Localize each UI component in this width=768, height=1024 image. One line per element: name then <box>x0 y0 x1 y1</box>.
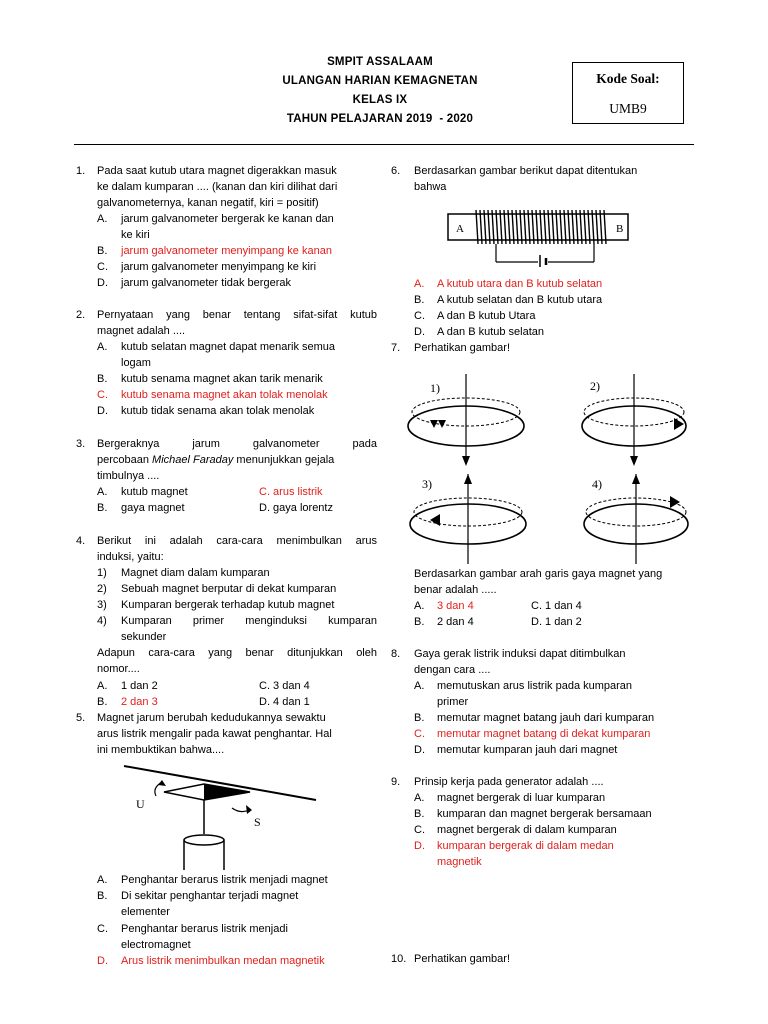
q8-option-d-letter: D. <box>414 744 425 756</box>
q8-option-b: memutar magnet batang jauh dari kumparan <box>437 712 655 724</box>
q3-option-d: D. gaya lorentz <box>259 502 333 514</box>
q7-option-d: D. 1 dan 2 <box>531 616 582 628</box>
q7-prompt-1: Berdasarkan gambar arah garis gaya magnet yang <box>414 568 663 580</box>
stand-top <box>184 835 224 845</box>
q10-text-1: Perhatikan gambar! <box>414 953 510 965</box>
q2-number: 2. <box>76 309 86 321</box>
exam-title: ULANGAN HARIAN KEMAGNETAN <box>282 75 478 87</box>
q2-option-a-cont: logam <box>121 357 151 369</box>
field-panel-2 <box>582 374 686 466</box>
header-divider <box>74 144 694 145</box>
q2-option-a-letter: A. <box>97 341 108 353</box>
q5-option-c: Penghantar berarus listrik menjadi <box>121 923 288 935</box>
q4-item-4-cont: sekunder <box>121 631 167 643</box>
q9-option-b-letter: B. <box>414 808 425 820</box>
q1-option-c-letter: C. <box>97 261 108 273</box>
q3-text-2 <box>97 453 334 468</box>
q6-number: 6. <box>391 165 401 177</box>
q6-option-c-letter: C. <box>414 310 425 322</box>
q5-text-2: arus listrik mengalir pada kawat penghantar. Hal <box>97 728 332 740</box>
field-panel-4 <box>584 474 688 564</box>
q1-option-b-letter: B. <box>97 245 108 257</box>
q9-number: 9. <box>391 776 401 788</box>
q4-text-1: Berikut ini adalah cara-cara menimbulkan arus <box>97 535 377 547</box>
q7-option-a-letter: A. <box>414 600 425 612</box>
q2-option-a: kutub selatan magnet dapat menarik semua <box>121 341 336 353</box>
q4-item-3: Kumparan bergerak terhadap kutub magnet <box>121 599 335 611</box>
q8-text-2: dengan cara .... <box>414 664 491 676</box>
q9-option-d-letter: D. <box>414 840 425 852</box>
pole-label-a: A <box>456 223 464 235</box>
kode-soal-value: UMB9 <box>609 101 647 116</box>
q5-option-d-letter: D. <box>97 955 108 967</box>
school-year: TAHUN PELAJARAN 2019 - 2020 <box>286 113 474 125</box>
field-arrow-2 <box>674 418 684 430</box>
q4-prompt-2: nomor.... <box>97 663 140 675</box>
panel-label-3: 3) <box>422 477 432 491</box>
panel-label-4: 4) <box>592 477 602 491</box>
q4-number: 4. <box>76 535 86 547</box>
q3-number: 3. <box>76 438 86 450</box>
q3-text-2c: menunjukkan gejala <box>233 454 335 466</box>
q7-number: 7. <box>391 342 401 354</box>
q6-text-2: bahwa <box>414 181 447 193</box>
q9-option-d-answer: kumparan bergerak di dalam medan <box>437 840 614 852</box>
rotation-arrowhead-right <box>246 805 252 814</box>
current-arrow-3 <box>464 474 472 484</box>
q1-option-a-letter: A. <box>97 213 108 225</box>
q9-option-a-letter: A. <box>414 792 425 804</box>
pole-label-s: S <box>254 815 261 829</box>
q1-option-d: jarum galvanometer tidak bergerak <box>121 277 291 289</box>
q8-option-a-letter: A. <box>414 680 425 692</box>
compass-needle-figure <box>120 760 320 872</box>
q2-option-c-answer: kutub senama magnet akan tolak menolak <box>121 389 328 401</box>
panel-label-2: 2) <box>590 379 600 393</box>
q3-text-2a: percobaan <box>97 454 153 466</box>
school-name: SMPIT ASSALAAM <box>327 56 433 68</box>
q5-text-1: Magnet jarum berubah kedudukannya sewaktu <box>97 712 326 724</box>
rotation-arrowhead-left <box>158 780 166 786</box>
q3-option-b-letter: B. <box>97 502 108 514</box>
pole-label-u: U <box>136 797 145 811</box>
q4-option-d: D. 4 dan 1 <box>259 696 310 708</box>
field-panel-3 <box>410 474 526 564</box>
q7-option-b: 2 dan 4 <box>437 616 474 628</box>
q6-option-d: A dan B kutub selatan <box>437 326 545 338</box>
q2-option-c-letter: C. <box>97 389 108 401</box>
q4-option-a: 1 dan 2 <box>121 680 158 692</box>
q4-item-1-number: 1) <box>97 567 107 579</box>
q5-option-b-letter: B. <box>97 890 108 902</box>
pole-label-b: B <box>616 223 624 235</box>
q6-option-c: A dan B kutub Utara <box>437 310 536 322</box>
q4-item-2-number: 2) <box>97 583 107 595</box>
q2-option-d-letter: D. <box>97 405 108 417</box>
class-label: KELAS IX <box>352 94 408 106</box>
q2-option-b: kutub senama magnet akan tarik menarik <box>121 373 323 385</box>
q8-option-a: memutuskan arus listrik pada kumparan <box>437 680 633 692</box>
q7-prompt-2: benar adalah ..... <box>414 584 497 596</box>
q4-item-2: Sebuah magnet berputar di dekat kumparan <box>121 583 337 595</box>
q3-option-b: gaya magnet <box>121 502 185 514</box>
current-arrow-4 <box>632 474 640 484</box>
kode-soal-box <box>572 62 684 124</box>
panel-label-1: 1) <box>430 381 440 395</box>
q2-text-2: magnet adalah .... <box>97 325 186 337</box>
q2-text-1: Pernyataan yang benar tentang sifat-sifat kutub <box>97 309 377 321</box>
q5-option-b-cont: elementer <box>121 906 170 918</box>
q4-item-1: Magnet diam dalam kumparan <box>121 567 270 579</box>
q8-text-1: Gaya gerak listrik induksi dapat ditimbulkan <box>414 648 626 660</box>
q9-option-d-answer-cont: magnetik <box>437 856 482 868</box>
q3-option-c-answer: C. arus listrik <box>259 486 323 498</box>
q9-option-c: magnet bergerak di dalam kumparan <box>437 824 617 836</box>
q9-option-a: magnet bergerak di luar kumparan <box>437 792 606 804</box>
q2-option-d: kutub tidak senama akan tolak menolak <box>121 405 315 417</box>
q3-text-1: Bergeraknya jarum galvanometer pada <box>97 438 377 450</box>
q4-prompt-1: Adapun cara-cara yang benar ditunjukkan oleh <box>97 647 377 659</box>
field-arrow-1b <box>438 420 446 428</box>
q5-option-b: Di sekitar penghantar terjadi magnet <box>121 890 299 902</box>
q5-option-a-letter: A. <box>97 874 108 886</box>
q8-option-a-cont: primer <box>437 696 469 708</box>
q7-option-b-letter: B. <box>414 616 425 628</box>
q1-option-b-answer: jarum galvanometer menyimpang ke kanan <box>121 245 332 257</box>
field-arrow-3 <box>430 514 440 526</box>
q7-option-c: C. 1 dan 4 <box>531 600 582 612</box>
q5-option-a: Penghantar berarus listrik menjadi magnet <box>121 874 328 886</box>
current-arrow-2 <box>630 456 638 466</box>
q1-option-d-letter: D. <box>97 277 108 289</box>
q9-option-b: kumparan dan magnet bergerak bersamaan <box>437 808 652 820</box>
q4-option-b-answer: 2 dan 3 <box>121 696 158 708</box>
field-lines-figure <box>400 368 700 566</box>
q7-text-1: Perhatikan gambar! <box>414 342 510 354</box>
q8-option-b-letter: B. <box>414 712 425 724</box>
q3-option-a: kutub magnet <box>121 486 188 498</box>
q8-option-d: memutar kumparan jauh dari magnet <box>437 744 618 756</box>
q5-option-c-letter: C. <box>97 923 108 935</box>
q8-option-c-answer: memutar magnet batang di dekat kumparan <box>437 728 651 740</box>
q10-number: 10. <box>391 953 407 965</box>
kode-soal-label: Kode Soal: <box>596 71 660 86</box>
q6-option-b-letter: B. <box>414 294 425 306</box>
q1-option-c: jarum galvanometer menyimpang ke kiri <box>121 261 317 273</box>
q3-option-a-letter: A. <box>97 486 108 498</box>
q7-option-a-answer: 3 dan 4 <box>437 600 474 612</box>
solenoid-figure <box>444 204 644 268</box>
q8-option-c-letter: C. <box>414 728 425 740</box>
field-panel-1 <box>408 374 524 466</box>
current-arrow-1 <box>462 456 470 466</box>
q4-option-c: C. 3 dan 4 <box>259 680 310 692</box>
q1-option-a: jarum galvanometer bergerak ke kanan dan <box>121 213 334 225</box>
q8-number: 8. <box>391 648 401 660</box>
q1-number: 1. <box>76 165 86 177</box>
q4-item-3-number: 3) <box>97 599 107 611</box>
q1-text-2: ke dalam kumparan .... (kanan dan kiri dilihat dari <box>97 181 338 193</box>
q1-option-a-cont: ke kiri <box>121 229 150 241</box>
q5-option-c-cont: electromagnet <box>121 939 191 951</box>
q9-text-1: Prinsip kerja pada generator adalah .... <box>414 776 604 788</box>
q9-option-c-letter: C. <box>414 824 425 836</box>
q4-item-4-number: 4) <box>97 615 107 627</box>
q3-text-3: timbulnya .... <box>97 470 160 482</box>
q6-option-a-answer: A kutub utara dan B kutub selatan <box>437 278 603 290</box>
q5-text-3: ini membuktikan bahwa.... <box>97 744 225 756</box>
q6-text-1: Berdasarkan gambar berikut dapat ditentukan <box>414 165 638 177</box>
q5-number: 5. <box>76 712 86 724</box>
q4-option-b-letter: B. <box>97 696 108 708</box>
q6-option-b: A kutub selatan dan B kutub utara <box>437 294 603 306</box>
q4-text-2: induksi, yaitu: <box>97 551 164 563</box>
q4-item-4: Kumparan primer menginduksi kumparan <box>121 615 377 627</box>
q1-text-3: galvanometernya, kanan negatif, kiri = positif) <box>97 197 319 209</box>
q1-text-1: Pada saat kutub utara magnet digerakkan masuk <box>97 165 337 177</box>
q4-option-a-letter: A. <box>97 680 108 692</box>
q6-option-a-letter: A. <box>414 278 425 290</box>
field-arrow-4 <box>670 496 680 508</box>
q6-option-d-letter: D. <box>414 326 425 338</box>
q3-scientist-name: Michael Faraday <box>152 454 234 466</box>
q2-option-b-letter: B. <box>97 373 108 385</box>
q5-option-d-answer: Arus listrik menimbulkan medan magnetik <box>121 955 325 967</box>
